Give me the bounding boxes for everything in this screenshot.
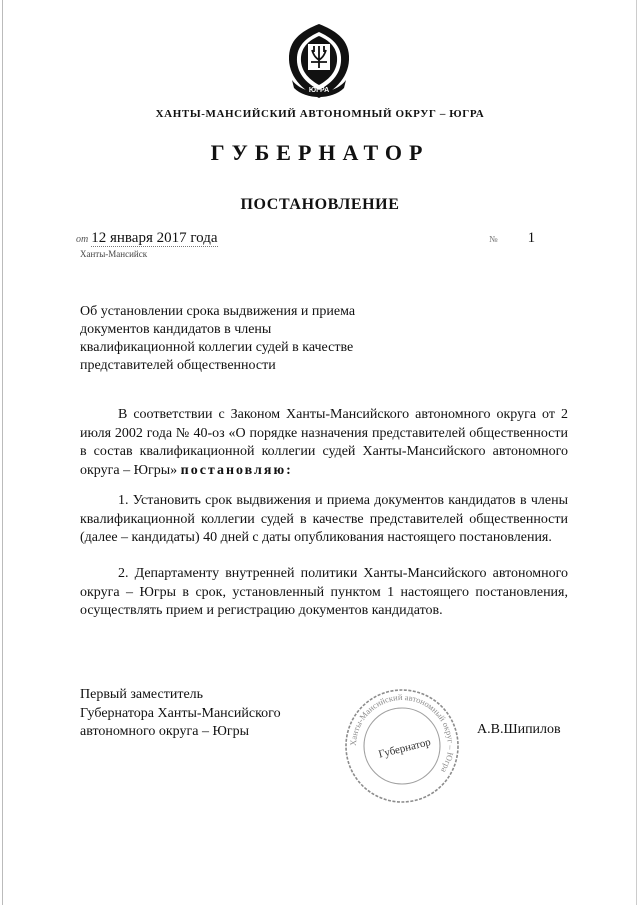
document-number: 1 xyxy=(527,230,536,246)
signer-name: А.В.Шипилов xyxy=(477,722,561,737)
signer-position xyxy=(80,686,281,742)
subject-line: документов кандидатов в члены xyxy=(80,322,272,337)
svg-text:Ханты-Мансийский автономный ок: Ханты-Мансийский автономный округ – Югра xyxy=(347,691,457,775)
document-type: ПОСТАНОВЛЕНИЕ xyxy=(240,196,400,213)
region-name: ХАНТЫ-МАНСИЙСКИЙ АВТОНОМНЫЙ ОКРУГ – ЮГРА xyxy=(155,108,485,120)
emblem-label: ЮГРА xyxy=(308,87,330,94)
subject-line: представителей общественности xyxy=(80,358,276,373)
number-mark: № xyxy=(489,234,498,244)
preamble-paragraph xyxy=(80,406,568,480)
signer-position-line: автономного округа – Югры xyxy=(80,724,249,739)
issue-city: Ханты-Мансийск xyxy=(80,249,148,259)
number-line xyxy=(489,230,535,247)
issuer-title: ГУБЕРНАТОР xyxy=(210,140,430,165)
subject-line: квалификационной коллегии судей в качестве xyxy=(80,340,354,355)
document-date: 12 января 2017 года xyxy=(91,230,218,246)
coat-of-arms-emblem xyxy=(284,22,354,100)
official-stamp xyxy=(342,686,462,806)
preamble-text: В соответствии с Законом Ханты-Мансийского автономного округа от 2 июля 2002 года № 40-оз «О порядке назначения представителей общественности в состав квалификационной коллегии судей Ханты-Мансийского автономного округа – Югры» xyxy=(80,407,568,478)
signer-position-line: Первый заместитель xyxy=(80,687,204,702)
stamp-center-text: Губернатор xyxy=(377,736,432,761)
signer-position-line: Губернатора Ханты-Мансийского xyxy=(80,705,281,721)
date-prefix: от xyxy=(76,234,89,245)
decree-word: постановляю: xyxy=(180,462,293,478)
clause-2: 2. Департаменту внутренней политики Ханты-Мансийского автономного округа – Югры в срок, установленный пунктом 1 настоящего постановления, осуществлять прием и регистрацию документов кандидатов. xyxy=(80,566,568,618)
subject-line: Об установлении срока выдвижения и приема xyxy=(80,304,356,319)
scan-edge-right xyxy=(636,0,637,905)
date-line xyxy=(76,230,218,247)
scan-edge-left xyxy=(2,0,3,905)
clause-1: 1. Установить срок выдвижения и приема документов кандидатов в члены квалификационной коллегии судей в качестве представителей общественности (далее – кандидаты) 40 дней с даты опубликования настоящего постановления. xyxy=(80,493,568,545)
document-subject xyxy=(80,303,380,375)
